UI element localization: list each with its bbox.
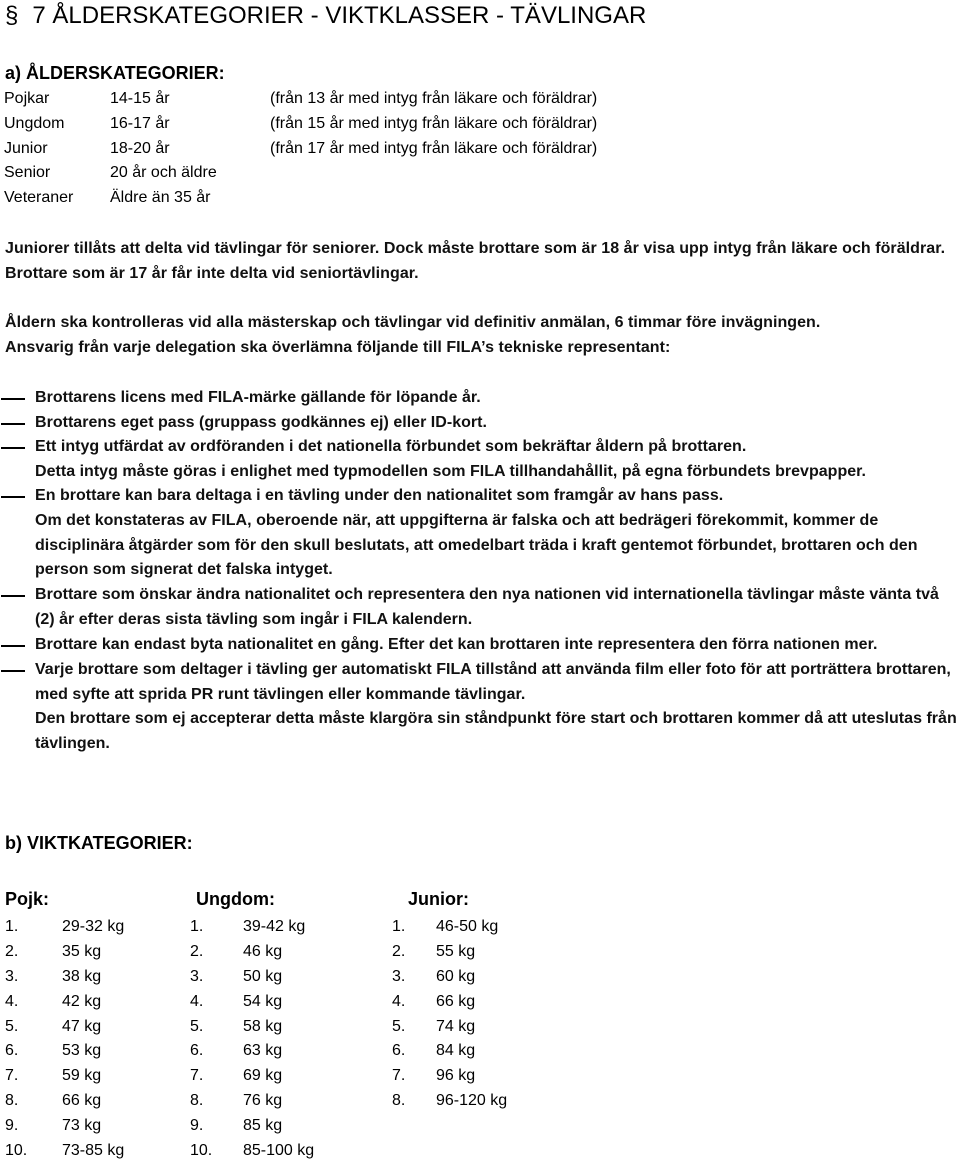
weight-class-value: 63 kg	[243, 1042, 283, 1060]
weight-class-value: 84 kg	[436, 1042, 476, 1060]
bullet-dash	[1, 423, 25, 425]
weight-class-value: 74 kg	[436, 1017, 476, 1035]
bullet-dash	[1, 595, 25, 597]
weight-class-number: 1.	[392, 918, 406, 935]
age-category-name: Pojkar	[4, 90, 50, 107]
weight-class-number: 8.	[190, 1092, 204, 1110]
weight-class-value: 46-50 kg	[436, 918, 499, 935]
weight-class-number: 4.	[5, 992, 19, 1010]
page-title	[5, 2, 646, 30]
list-item-continuation: Den brottare som ej accepterar detta måste klargöra sin ståndpunkt före start och brottaren kommer då att uteslutas från tävlingen.	[35, 710, 957, 752]
weight-class-number: 9.	[190, 1117, 204, 1135]
weight-class-number: 5.	[190, 1017, 204, 1035]
bullet-dash	[1, 645, 25, 647]
weight-class-number: 10.	[190, 1142, 213, 1160]
juniors-paragraph: Juniorer tillåts att delta vid tävlingar för seniorer. Dock måste brottare som är 18 år visa upp intyg från läkare och föräldrar. Brottare som är 17 år får inte delta vid seniortävlingar.	[5, 240, 946, 282]
weight-class-value: 35 kg	[62, 942, 102, 960]
age-category-note: (från 17 år med intyg från läkare och föräldrar)	[270, 140, 598, 157]
list-item: Ett intyg utfärdat av ordföranden i det nationella förbundet som bekräftar åldern på brottaren.	[35, 438, 747, 455]
weight-class-number: 6.	[190, 1042, 204, 1060]
weight-class-number: 2.	[5, 942, 19, 960]
age-control-paragraph: Åldern ska kontrolleras vid alla mästerskap och tävlingar vid definitiv anmälan, 6 timmar före invägningen.	[5, 314, 821, 331]
weight-class-number: 6.	[5, 1042, 19, 1060]
age-categories-heading: a) ÅLDERSKATEGORIER:	[5, 63, 225, 83]
section-mark: §	[5, 2, 19, 29]
weight-class-number: 9.	[5, 1117, 19, 1135]
bullet-dash	[1, 447, 25, 449]
weight-class-value: 42 kg	[62, 992, 102, 1010]
weight-class-value: 50 kg	[243, 967, 283, 985]
age-category-name: Veteraner	[4, 189, 74, 206]
list-item-continuation: Detta intyg måste göras i enlighet med typmodellen som FILA tillhandahållit, på egna förbundets brevpapper.	[35, 463, 867, 480]
age-category-range: 20 år och äldre	[110, 164, 217, 181]
age-category-name: Junior	[4, 140, 48, 157]
weight-class-value: 58 kg	[243, 1017, 283, 1035]
weight-class-number: 8.	[392, 1092, 406, 1110]
weight-class-number: 3.	[190, 967, 204, 985]
weight-class-value: 46 kg	[243, 942, 283, 960]
bullet-dash	[1, 496, 25, 498]
weight-class-number: 4.	[190, 992, 204, 1010]
bullet-dash	[1, 670, 25, 672]
delegation-paragraph: Ansvarig från varje delegation ska överlämna följande till FILA’s tekniske representant:	[5, 339, 671, 356]
weight-class-value: 85 kg	[243, 1117, 283, 1135]
age-category-note: (från 13 år med intyg från läkare och föräldrar)	[270, 90, 598, 107]
weight-class-value: 96 kg	[436, 1067, 476, 1085]
weight-class-number: 10.	[5, 1142, 28, 1160]
list-item: En brottare kan bara deltaga i en tävling under den nationalitet som framgår av hans pass.	[35, 487, 724, 504]
list-item: Varje brottare som deltager i tävling ger automatiskt FILA tillstånd att använda film eller foto för att porträttera brottaren, med syfte att sprida PR runt tävlingen eller kommande tävlingar.	[35, 661, 951, 703]
weight-class-number: 3.	[392, 967, 406, 985]
list-item: Brottarens eget pass (gruppass godkännes ej) eller ID-kort.	[35, 414, 487, 431]
weight-column-header: Junior:	[408, 889, 469, 909]
weight-class-value: 60 kg	[436, 967, 476, 985]
weight-class-value: 96-120 kg	[436, 1092, 508, 1110]
weight-class-value: 47 kg	[62, 1017, 102, 1035]
age-category-note: (från 15 år med intyg från läkare och föräldrar)	[270, 115, 598, 132]
weight-class-value: 76 kg	[243, 1092, 283, 1110]
weight-column-header: Pojk:	[5, 889, 50, 909]
weight-class-number: 7.	[190, 1067, 204, 1085]
weight-class-number: 2.	[392, 942, 406, 960]
weight-class-value: 73-85 kg	[62, 1142, 125, 1160]
weight-class-value: 54 kg	[243, 992, 283, 1010]
bullet-dash	[1, 398, 25, 400]
weight-class-value: 38 kg	[62, 967, 102, 985]
list-item: Brottarens licens med FILA-märke gällande för löpande år.	[35, 389, 481, 406]
age-category-range: 16-17 år	[110, 115, 170, 132]
age-category-range: Äldre än 35 år	[110, 189, 211, 206]
list-item-continuation: Om det konstateras av FILA, oberoende när, att uppgifterna är falska och att bedrägeri förekommit, kommer de disciplinära åtgärder som för den skull beslutats, att omedelbart träda i kraft gentemot förbundet, brottaren och den person som signerat det falska intyget.	[35, 512, 918, 578]
weight-class-value: 39-42 kg	[243, 918, 306, 935]
weight-class-value: 85-100 kg	[243, 1142, 315, 1160]
weight-class-number: 3.	[5, 967, 19, 985]
list-item: Brottare som önskar ändra nationalitet och representera den nya nationen vid internationella tävlingar måste vänta två (2) år efter deras sista tävling som ingår i FILA kalendern.	[35, 586, 939, 628]
list-item: Brottare kan endast byta nationalitet en gång. Efter det kan brottaren inte representera den förra nationen mer.	[35, 636, 878, 653]
weight-class-value: 53 kg	[62, 1042, 102, 1060]
weight-class-number: 8.	[5, 1092, 19, 1110]
weight-class-number: 7.	[392, 1067, 406, 1085]
weight-class-number: 1.	[5, 918, 19, 935]
weight-class-number: 1.	[190, 918, 204, 935]
age-category-name: Ungdom	[4, 115, 65, 132]
weight-categories-heading: b) VIKTKATEGORIER:	[5, 833, 193, 853]
weight-class-value: 73 kg	[62, 1117, 102, 1135]
weight-class-number: 5.	[5, 1017, 19, 1035]
weight-class-value: 66 kg	[436, 992, 476, 1010]
age-category-range: 14-15 år	[110, 90, 170, 107]
age-category-range: 18-20 år	[110, 140, 170, 157]
weight-column-header: Ungdom:	[196, 889, 275, 909]
weight-class-number: 5.	[392, 1017, 406, 1035]
weight-class-value: 55 kg	[436, 942, 476, 960]
weight-class-number: 2.	[190, 942, 204, 960]
weight-class-value: 29-32 kg	[62, 918, 125, 935]
weight-class-number: 7.	[5, 1067, 19, 1085]
age-category-name: Senior	[4, 164, 51, 181]
weight-class-value: 66 kg	[62, 1092, 102, 1110]
weight-class-value: 69 kg	[243, 1067, 283, 1085]
weight-class-number: 4.	[392, 992, 406, 1010]
section-title: 7 ÅLDERSKATEGORIER - VIKTKLASSER - TÄVLINGAR	[32, 2, 647, 29]
weight-class-number: 6.	[392, 1042, 406, 1060]
weight-class-value: 59 kg	[62, 1067, 102, 1085]
